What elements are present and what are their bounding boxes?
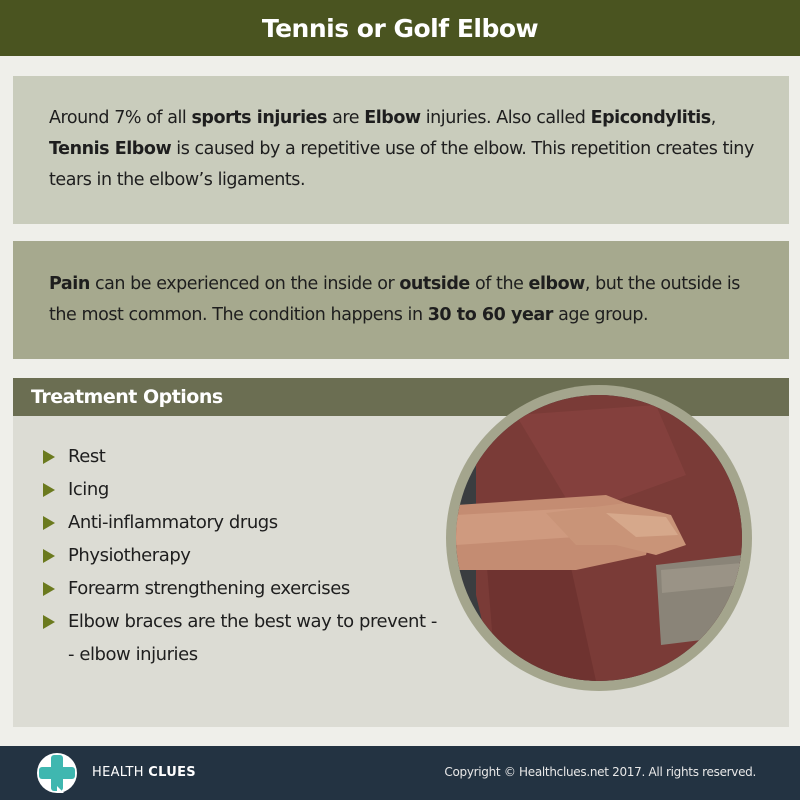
intro-paragraph: Around 7% of all sports injuries are Elbow injuries. Also called Epicondylitis, Tennis Elbow is caused by a repetitive use of the elbow. This repetition creates tiny tears in the elbow’s ligaments. xyxy=(49,108,754,190)
triangle-bullet-icon xyxy=(43,450,61,464)
triangle-bullet-icon xyxy=(43,615,61,629)
treatment-item-rest: Rest xyxy=(43,440,437,473)
treatment-item-elbow-braces: Elbow braces are the best way to prevent - xyxy=(43,605,437,638)
treatment-title: Treatment Options xyxy=(31,386,223,408)
footer xyxy=(0,746,800,800)
treatment-item-continuation: - elbow injuries xyxy=(68,644,198,665)
health-cross-logo-icon xyxy=(34,750,80,796)
triangle-bullet-icon xyxy=(43,582,61,596)
triangle-bullet-icon xyxy=(43,549,61,563)
elbow-photo xyxy=(456,395,742,681)
treatment-item-physiotherapy: Physiotherapy xyxy=(43,539,437,572)
triangle-bullet-icon xyxy=(43,516,61,530)
pain-card xyxy=(13,241,789,359)
intro-card xyxy=(13,76,789,224)
copyright-text: Copyright © Healthclues.net 2017. All rights reserved. xyxy=(444,765,756,779)
title-bar xyxy=(0,0,800,56)
treatment-item-icing: Icing xyxy=(43,473,437,506)
pain-paragraph: Pain can be experienced on the inside or outside of the elbow, but the outside is the most common. The condition happens in 30 to 60 year age group. xyxy=(49,274,740,325)
treatment-item-drugs: Anti-inflammatory drugs xyxy=(43,506,437,539)
treatment-list xyxy=(43,440,437,671)
page-title: Tennis or Golf Elbow xyxy=(261,13,539,43)
treatment-item-forearm-exercises: Forearm strengthening exercises xyxy=(43,572,437,605)
triangle-bullet-icon xyxy=(43,483,61,497)
brand-name: HEALTH CLUES xyxy=(92,765,196,780)
